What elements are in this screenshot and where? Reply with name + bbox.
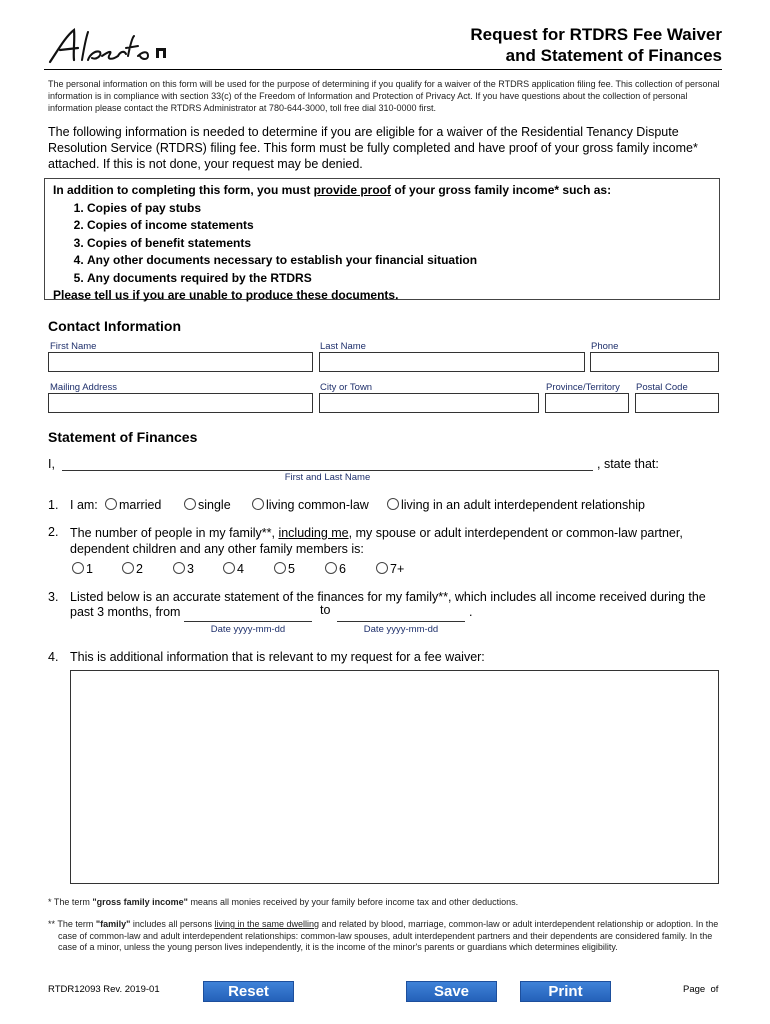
marital-option-common-law[interactable]: living common-law (252, 498, 369, 512)
footnote-gross-income: * The term "gross family income" means all monies received by your family before income tax and other deductions. (48, 897, 519, 907)
q3-period: . (469, 605, 473, 619)
first-name-label: First Name (50, 341, 97, 352)
proof-list (53, 200, 711, 288)
radio-button[interactable] (173, 562, 185, 574)
save-button[interactable]: Save (406, 981, 497, 1002)
page-indicator: Page of (683, 984, 719, 995)
form-title (470, 24, 722, 66)
family-option-6[interactable]: 6 (325, 562, 346, 576)
last-name-label: Last Name (320, 341, 366, 352)
province-field[interactable] (545, 393, 629, 413)
phone-field[interactable] (590, 352, 719, 372)
privacy-notice: The personal information on this form will be used for the purpose of determining if you qualify for a waiver of the RTDRS application filing fee. This collection of personal information is in compliance with section 33(c) of the Freedom of Information and Protection of Privacy Act. If you have questions about the collection of personal information please contact the RTDRS Administrator at 780-644-3000, toll free dial 310-0000 first. (48, 79, 720, 113)
to-date-field[interactable] (337, 606, 465, 622)
form-code: RTDR12093 Rev. 2019-01 (48, 984, 160, 995)
proof-item: 2. Copies of income statements (87, 217, 711, 235)
city-field[interactable] (319, 393, 539, 413)
radio-button[interactable] (387, 498, 399, 510)
family-option-2[interactable]: 2 (122, 562, 143, 576)
q2-number: 2. (48, 525, 59, 539)
additional-info-textarea[interactable] (70, 670, 719, 884)
proof-item: 5. Any documents required by the RTDRS (87, 270, 711, 288)
radio-button[interactable] (72, 562, 84, 574)
mailing-address-label: Mailing Address (50, 382, 118, 393)
radio-button[interactable] (376, 562, 388, 574)
state-that-label: , state that: (597, 457, 659, 471)
marital-option-adult-interdependent[interactable]: living in an adult interdependent relationship (387, 498, 645, 512)
q4-text: This is additional information that is relevant to my request for a fee waiver: (70, 650, 485, 664)
contact-heading: Contact Information (48, 318, 181, 334)
proof-item: 3. Copies of benefit statements (87, 235, 711, 253)
proof-requirements-box (44, 178, 720, 300)
title-line-1: Request for RTDRS Fee Waiver (470, 25, 722, 44)
first-name-field[interactable] (48, 352, 313, 372)
proof-item: 1. Copies of pay stubs (87, 200, 711, 218)
province-label: Province/Territory (546, 382, 620, 393)
radio-button[interactable] (252, 498, 264, 510)
q4-number: 4. (48, 650, 59, 664)
family-option-1[interactable]: 1 (72, 562, 93, 576)
mailing-address-field[interactable] (48, 393, 313, 413)
postal-code-label: Postal Code (636, 382, 688, 393)
radio-button[interactable] (274, 562, 286, 574)
q2-text: The number of people in my family**, including me, my spouse or adult interdependent or common-law partner, dependent children and any other family members is: (70, 526, 683, 556)
from-date-caption: Date yyyy-mm-dd (210, 624, 286, 635)
proof-item: 4. Any other documents necessary to establish your financial situation (87, 252, 711, 270)
q3-line-1: Listed below is an accurate statement of the finances for my family**, which includes all income received during the (70, 590, 706, 604)
q3-to-label: to (320, 603, 331, 617)
proof-lead: In addition to completing this form, you must provide proof of your gross family income* such as: (53, 183, 612, 197)
city-label: City or Town (320, 382, 373, 393)
q3-from-label: past 3 months, from (70, 605, 181, 619)
radio-button[interactable] (122, 562, 134, 574)
family-option-3[interactable]: 3 (173, 562, 194, 576)
i-label: I, (48, 457, 55, 471)
proof-closing: Please tell us if you are unable to produce these documents. (53, 288, 399, 302)
phone-label: Phone (591, 341, 619, 352)
title-line-2: and Statement of Finances (505, 46, 722, 65)
intro-paragraph: The following information is needed to determine if you are eligible for a waiver of the Residential Tenancy Dispute Resolution Service (RTDRS) filing fee. This form must be fully completed and have proof of your gross family income* attached. If this is not done, your request may be denied. (48, 125, 698, 171)
family-option-5[interactable]: 5 (274, 562, 295, 576)
marital-option-married[interactable]: married (105, 498, 161, 512)
postal-code-field[interactable] (635, 393, 719, 413)
family-option-4[interactable]: 4 (223, 562, 244, 576)
finances-heading: Statement of Finances (48, 429, 198, 445)
print-button[interactable]: Print (520, 981, 611, 1002)
footnote-family: ** The term "family" includes all persons living in the same dwelling and related by blood, marriage, common-law or adult interdependent relationship or adoption. In the case of common-law and adult interdependent relationships: common-law spouses, adult interdependent partners and their dependents are considered family. In the case of a minor, unless the young person lives independently, it is the income of the minor's parents or guardians which determines eligibility. (48, 919, 719, 952)
q1-label: I am: (70, 498, 98, 512)
from-date-field[interactable] (184, 606, 312, 622)
header-divider (44, 69, 722, 70)
full-name-field[interactable] (62, 454, 593, 471)
alberta-logo (44, 26, 174, 66)
reset-button[interactable]: Reset (203, 981, 294, 1002)
last-name-field[interactable] (319, 352, 585, 372)
q3-number: 3. (48, 590, 59, 604)
radio-button[interactable] (184, 498, 196, 510)
marital-option-single[interactable]: single (184, 498, 231, 512)
radio-button[interactable] (105, 498, 117, 510)
radio-button[interactable] (223, 562, 235, 574)
family-option-7-plus[interactable]: 7+ (376, 562, 404, 576)
to-date-caption: Date yyyy-mm-dd (363, 624, 439, 635)
name-caption: First and Last Name (284, 472, 371, 483)
q1-number: 1. (48, 498, 59, 512)
radio-button[interactable] (325, 562, 337, 574)
